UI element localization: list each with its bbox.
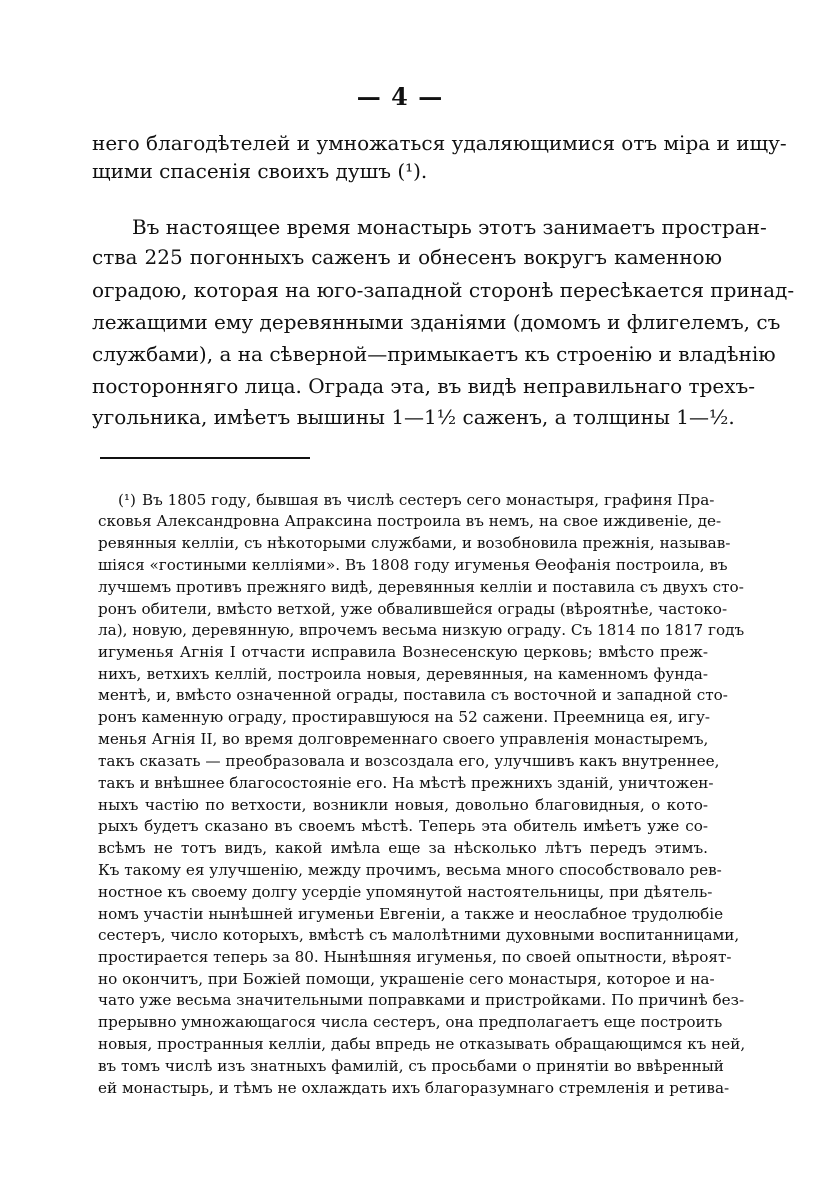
footnote-line: всѣмъ не тотъ видъ, какой имѣла еще за нѣсколько лѣтъ передъ этимъ. (98, 839, 708, 857)
text-line: ства 225 погонныхъ саженъ и обнесенъ вокругъ каменною (92, 245, 722, 269)
footnote-line: ей монастырь, и тѣмъ не охлаждать ихъ благоразумнаго стремленія и ретивa- (98, 1079, 730, 1097)
footnote-line: сковья Александровна Апраксина построила въ немъ, на свое иждивеніе, де- (98, 512, 722, 530)
text-line: посторонняго лица. Ограда эта, въ видѣ неправильнаго трехъ- (92, 374, 755, 398)
footnote-line: ныхъ частію по ветхости, возникли новыя, довольно благовидныя, о кото- (98, 796, 708, 814)
footnote-line: ронъ каменную ограду, простиравшуюся на 52 сажени. Преемница ея, игу- (98, 708, 711, 726)
footnote-line: ностное къ своему долгу усердіе упомянутой настоятельницы, при дѣятель- (98, 883, 713, 901)
text-line: щими спасенія своихъ душъ (¹). (92, 159, 428, 183)
footnote-line: шіяся «гостиными келліями». Въ 1808 году игуменья Ѳеофанія построила, въ (98, 556, 728, 574)
footnote-line: ментѣ, и, вмѣсто означенной ограды, поставила съ восточной и западной сто- (98, 686, 728, 704)
footnote-line: простирается теперь за 80. Нынѣшняя игуменья, по своей опытности, вѣроят- (98, 948, 732, 966)
footnote-line: такъ и внѣшнее благосостояніе его. На мѣстѣ прежнихъ зданій, уничтожен- (98, 774, 714, 792)
text-line: службами), а на сѣверной—примыкаетъ къ строенію и владѣнію (92, 342, 776, 366)
footnote-line: нихъ, ветхихъ келлій, построила новыя, деревянныя, на каменномъ фунда- (98, 665, 708, 683)
page-number: — 4 — (356, 82, 444, 111)
footnote-line: игуменья Агнія I отчасти исправила Вознесенскую церковь; вмѣсто преж- (98, 643, 708, 661)
footnote-line: Къ такому ея улучшенію, между прочимъ, весьма много способствовало рев- (98, 861, 722, 879)
footnote-line: ла), новую, деревянную, впрочемъ весьма низкую ограду. Съ 1814 по 1817 годъ (98, 621, 745, 639)
footnote-line: такъ сказать — преобразовала и возсоздала его, улучшивъ какъ внутреннее, (98, 752, 720, 770)
footnote-line: номъ участіи нынѣшней игуменьи Евгеніи, а также и неослабное трудолюбіе (98, 905, 724, 923)
footnote-line: лучшемъ противъ прежняго видѣ, деревянныя келліи и поставила съ двухъ сто- (98, 578, 744, 596)
text-line: лежащими ему деревянными зданіями (домомъ и флигелемъ, съ (92, 310, 781, 334)
footnote-line: но окончитъ, при Божіей помощи, украшеніе сего монастыря, которое и на- (98, 970, 715, 988)
footnote-line: прерывно умножающагося числа сестеръ, она предполагаетъ еще построить (98, 1013, 723, 1031)
footnote-line: сестеръ, число которыхъ, вмѣстѣ съ малолѣтними духовными воспитанницами, (98, 926, 740, 944)
footnote-line: въ томъ числѣ изъ знатныхъ фамилій, съ просьбами о принятіи во ввѣренный (98, 1057, 724, 1075)
footnote-line: Въ 1805 году, бывшая въ числѣ сестеръ сего монастыря, графиня Пра- (141, 491, 715, 509)
footnote-line: рыхъ будетъ сказано въ своемъ мѣстѣ. Теперь эта обитель имѣетъ уже со- (98, 817, 708, 835)
footnote-line: менья Агнія II, во время долговременнаго своего управленія монастыремъ, (98, 730, 709, 748)
footnote-divider (100, 457, 310, 459)
text-line: оградою, которая на юго-западной сторонѣ пересѣкается принад- (92, 278, 795, 302)
footnote-line: новыя, пространныя келліи, дабы впредь не отказывать обращающимся къ ней, (98, 1035, 746, 1053)
text-line: угольника, имѣетъ вышины 1—1½ саженъ, а толщины 1—½. (92, 405, 735, 429)
text-line: Въ настоящее время монастырь этотъ занимаетъ простран- (132, 215, 767, 239)
footnote-line: ронъ обители, вмѣсто ветхой, уже обвалившейся ограды (вѣроятнѣе, частоко- (98, 600, 728, 618)
footnote-line: ревянныя келліи, съ нѣкоторыми службами, и возобновила прежнія, называв- (98, 534, 731, 552)
text-line: него благодѣтелей и умножаться удаляющимися отъ міра и ищу- (92, 131, 787, 155)
footnote-line: чато уже весьма значительными поправками и пристройками. По причинѣ без- (98, 991, 745, 1009)
footnote-marker: (¹) (118, 491, 136, 509)
